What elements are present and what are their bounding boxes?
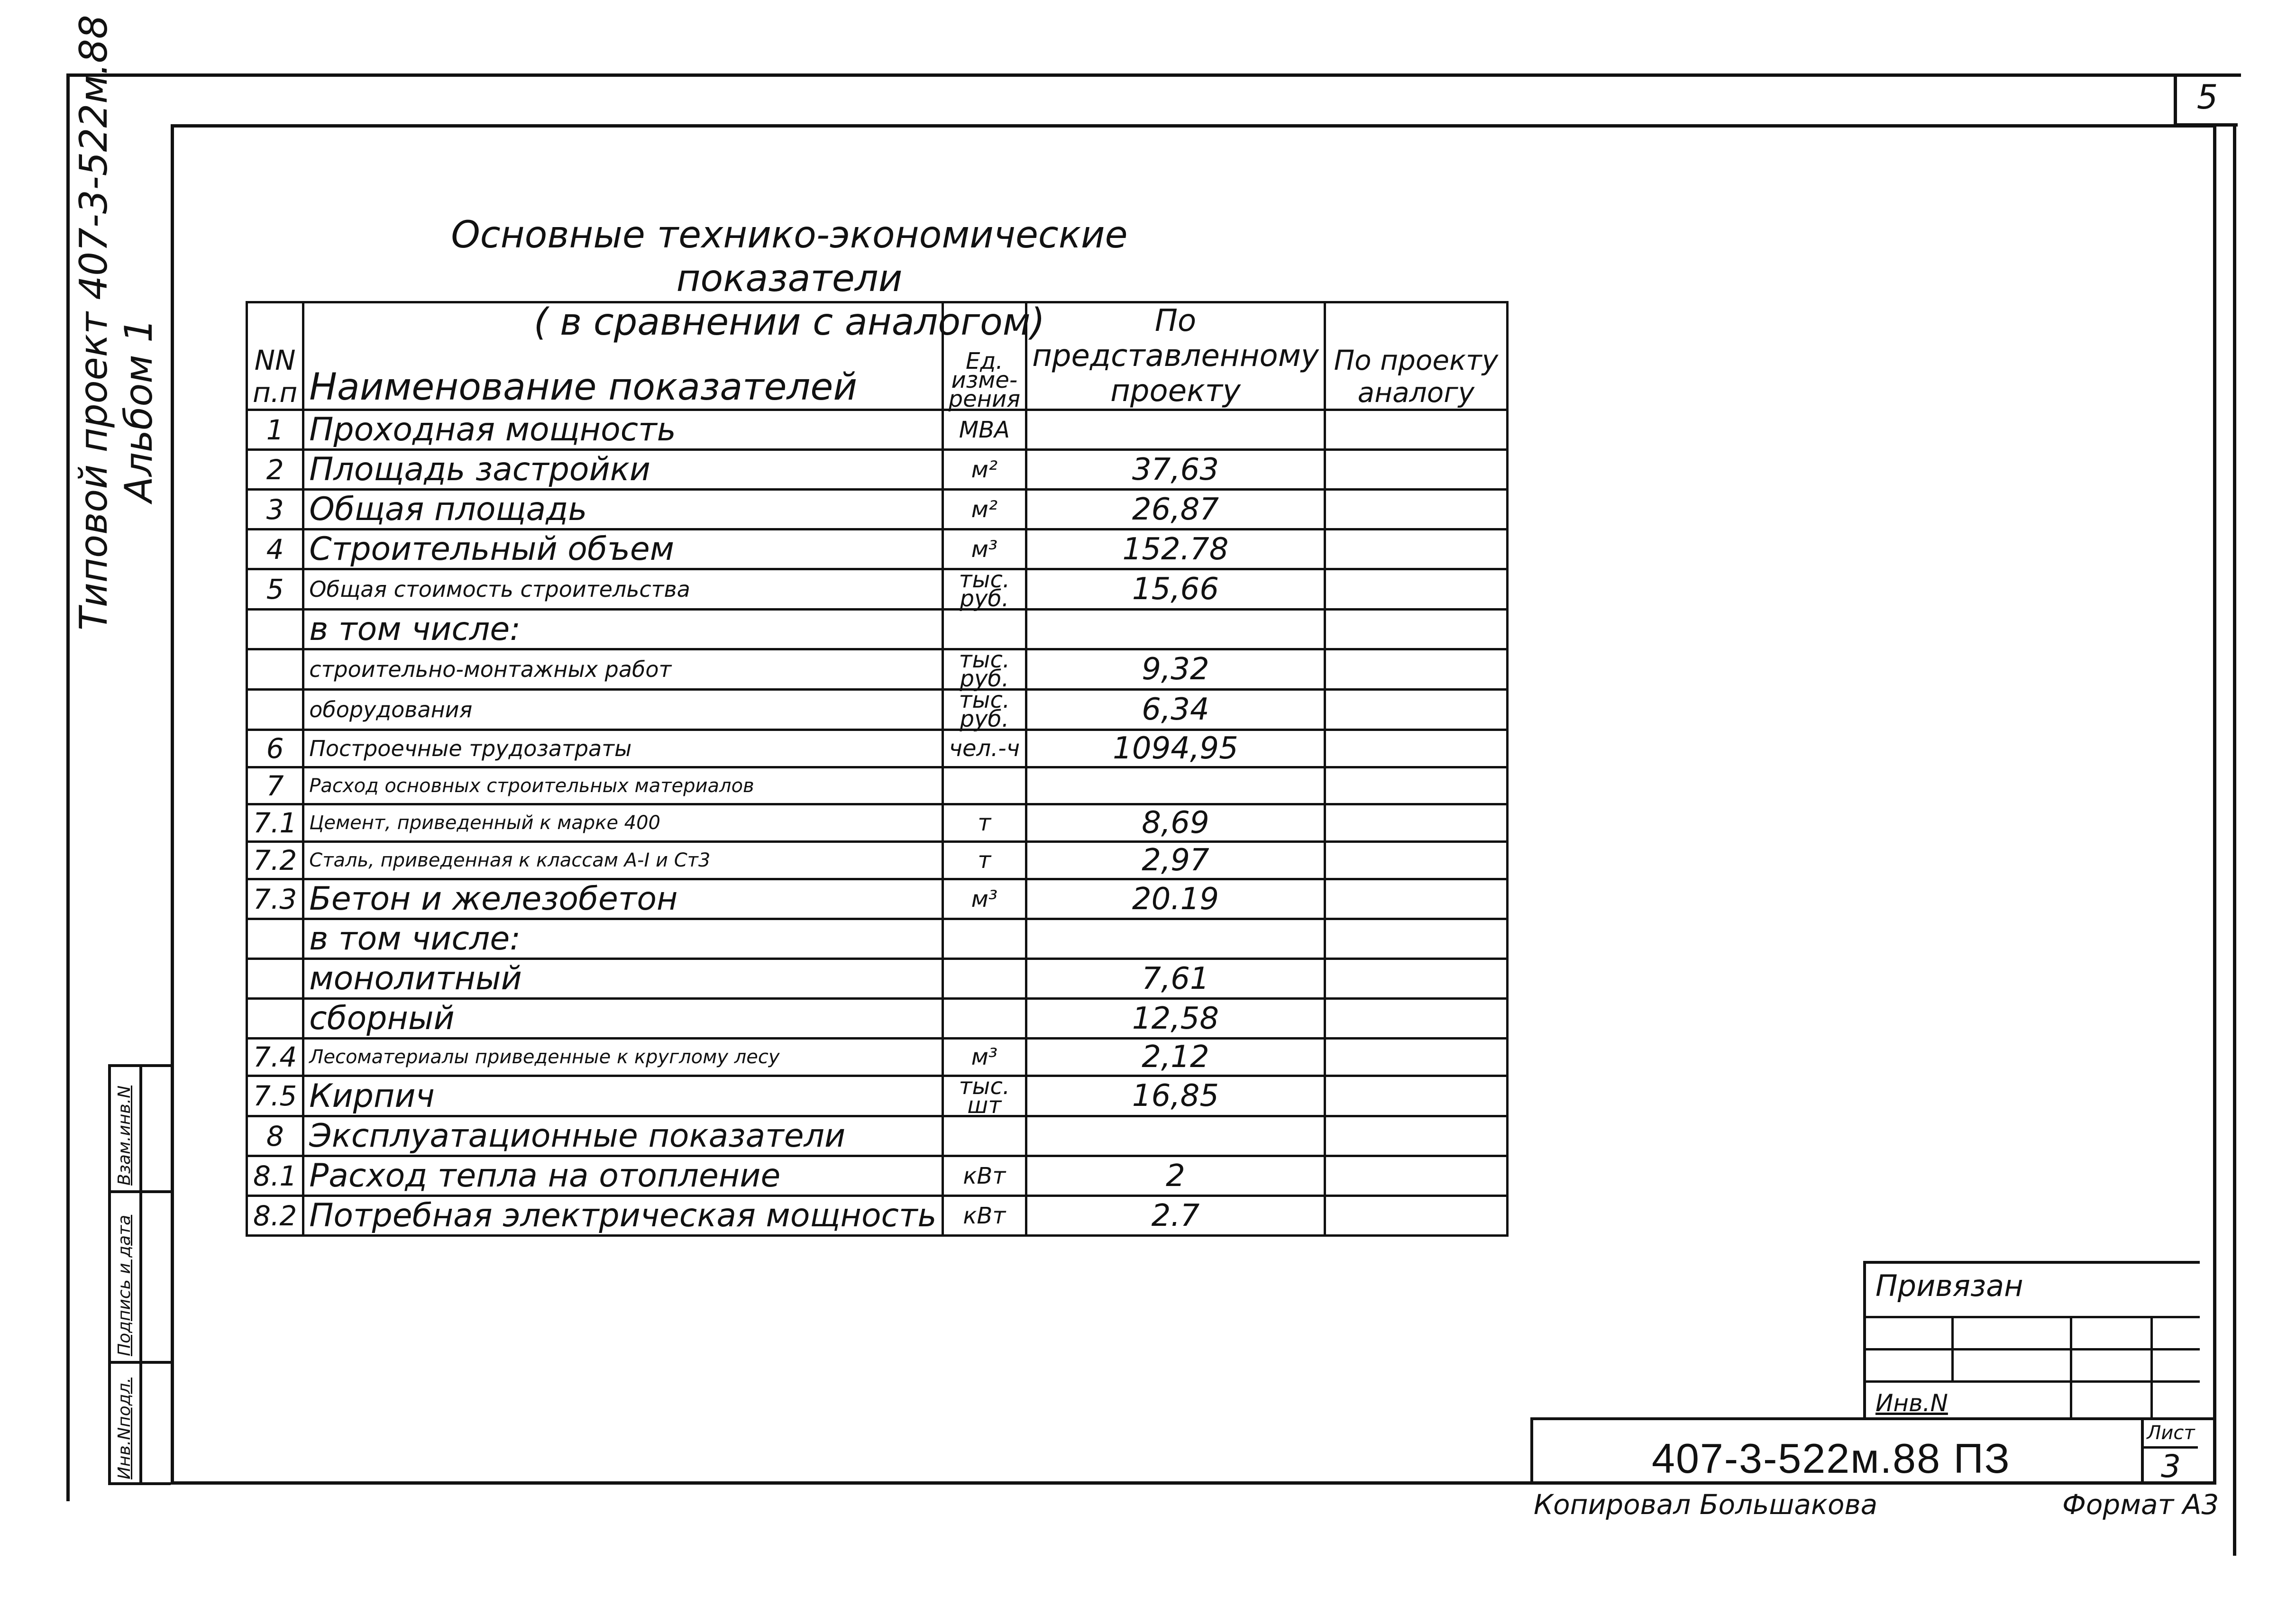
row-unit	[942, 959, 1026, 999]
row-num	[247, 690, 303, 730]
row-project-value: 16,85	[1026, 1076, 1325, 1116]
side-title-line1: Типовой проект 407-3-522м.88	[72, 15, 116, 630]
table-row	[247, 959, 1508, 999]
table-row	[247, 730, 1508, 767]
stamp-divider	[111, 1361, 171, 1364]
table-row	[247, 569, 1508, 610]
header-name-text: Наименование показателей	[309, 366, 858, 409]
table-row	[247, 999, 1508, 1039]
row-unit: тыс. руб.	[942, 649, 1026, 690]
row-name: Проходная мощность	[303, 410, 942, 450]
privyazan-block	[1863, 1261, 2200, 1417]
row-unit: тыс. руб.	[942, 690, 1026, 730]
row-name: Бетон и железобетон	[303, 879, 942, 919]
row-name: Цемент, приведенный к марке 400	[303, 804, 942, 842]
row-analog-value	[1325, 690, 1507, 730]
row-unit: м³	[942, 1039, 1026, 1076]
table-header-row	[247, 302, 1508, 410]
row-name: Построечные трудозатраты	[303, 730, 942, 767]
stamp-divider	[139, 1067, 142, 1482]
row-analog-value	[1325, 410, 1507, 450]
row-num: 8.1	[247, 1156, 303, 1196]
privyazan-line	[1866, 1348, 2200, 1350]
row-name: Общая площадь	[303, 490, 942, 529]
row-project-value: 2,97	[1026, 842, 1325, 879]
row-name: в том числе:	[303, 610, 942, 649]
side-title	[71, 14, 166, 630]
stamp-column	[108, 1064, 171, 1485]
row-project-value	[1026, 919, 1325, 959]
row-analog-value	[1325, 767, 1507, 804]
row-unit	[942, 919, 1026, 959]
table-row	[247, 1116, 1508, 1156]
row-analog-value	[1325, 529, 1507, 569]
header-analog: По проекту аналогу	[1325, 302, 1507, 410]
row-analog-value	[1325, 959, 1507, 999]
table-row	[247, 490, 1508, 529]
table-row	[247, 1039, 1508, 1076]
title-line1: Основные технико-экономические показатели	[451, 214, 1128, 300]
row-analog-value	[1325, 879, 1507, 919]
row-analog-value	[1325, 610, 1507, 649]
table-row	[247, 690, 1508, 730]
row-project-value: 20.19	[1026, 879, 1325, 919]
row-name: строительно-монтажных работ	[303, 649, 942, 690]
row-project-value	[1026, 410, 1325, 450]
privyazan-inv-label: Инв.N	[1875, 1389, 1948, 1417]
page-number: 5	[2174, 73, 2238, 127]
row-project-value: 152.78	[1026, 529, 1325, 569]
copied-by: Копировал Большакова	[1534, 1488, 1878, 1521]
paper-format: Формат А3	[2062, 1488, 2219, 1521]
row-unit: тыс. шт	[942, 1076, 1026, 1116]
row-project-value: 15,66	[1026, 569, 1325, 610]
row-project-value: 2,12	[1026, 1039, 1325, 1076]
row-num	[247, 649, 303, 690]
row-unit: кВт	[942, 1156, 1026, 1196]
row-project-value	[1026, 767, 1325, 804]
privyazan-line	[2150, 1316, 2153, 1420]
row-name: Строительный объем	[303, 529, 942, 569]
row-unit: т	[942, 804, 1026, 842]
row-project-value: 2	[1026, 1156, 1325, 1196]
privyazan-line	[2070, 1316, 2072, 1420]
row-analog-value	[1325, 1156, 1507, 1196]
row-name: Кирпич	[303, 1076, 942, 1116]
privyazan-line	[1951, 1316, 1954, 1382]
designation: 407-3-522м.88 ПЗ	[1652, 1435, 2011, 1482]
row-project-value: 2.7	[1026, 1196, 1325, 1236]
row-unit: м³	[942, 529, 1026, 569]
row-project-value: 12,58	[1026, 999, 1325, 1039]
row-num: 2	[247, 450, 303, 490]
title-block	[1530, 1417, 2216, 1485]
privyazan-label: Привязан	[1875, 1268, 2023, 1303]
row-name: Эксплуатационные показатели	[303, 1116, 942, 1156]
row-unit: т	[942, 842, 1026, 879]
row-project-value: 26,87	[1026, 490, 1325, 529]
row-name: Лесоматериалы приведенные к круглому лесу	[303, 1039, 942, 1076]
row-name: сборный	[303, 999, 942, 1039]
row-analog-value	[1325, 1076, 1507, 1116]
row-analog-value	[1325, 730, 1507, 767]
table-row	[247, 1076, 1508, 1116]
row-project-value	[1026, 610, 1325, 649]
row-unit: тыс. руб.	[942, 569, 1026, 610]
row-analog-value	[1325, 1039, 1507, 1076]
table-row	[247, 1196, 1508, 1236]
table-row	[247, 767, 1508, 804]
sheet-label: Лист	[2144, 1420, 2198, 1449]
row-unit: кВт	[942, 1196, 1026, 1236]
row-num: 7.3	[247, 879, 303, 919]
row-project-value: 9,32	[1026, 649, 1325, 690]
header-num: NN п.п	[247, 302, 303, 410]
table-row	[247, 410, 1508, 450]
row-project-value: 1094,95	[1026, 730, 1325, 767]
row-name: монолитный	[303, 959, 942, 999]
row-analog-value	[1325, 1196, 1507, 1236]
row-unit	[942, 1116, 1026, 1156]
row-num	[247, 959, 303, 999]
row-analog-value	[1325, 999, 1507, 1039]
sheet-box	[2141, 1420, 2198, 1485]
row-name: оборудования	[303, 690, 942, 730]
privyazan-line	[1866, 1380, 2200, 1383]
row-num: 1	[247, 410, 303, 450]
row-unit: м²	[942, 450, 1026, 490]
table-row	[247, 649, 1508, 690]
row-num	[247, 610, 303, 649]
table-body	[247, 410, 1508, 1236]
row-num: 8.2	[247, 1196, 303, 1236]
row-analog-value	[1325, 919, 1507, 959]
row-unit: МВА	[942, 410, 1026, 450]
row-name: Площадь застройки	[303, 450, 942, 490]
row-num: 7.1	[247, 804, 303, 842]
row-num: 7.4	[247, 1039, 303, 1076]
indicators-table	[246, 301, 1509, 1237]
header-project: По представленному проекту	[1026, 302, 1325, 410]
row-project-value	[1026, 1116, 1325, 1156]
privyazan-line	[1866, 1316, 2200, 1318]
table-row	[247, 804, 1508, 842]
row-analog-value	[1325, 569, 1507, 610]
sheet-number: 3	[2161, 1448, 2181, 1485]
row-analog-value	[1325, 490, 1507, 529]
row-num: 8	[247, 1116, 303, 1156]
row-project-value: 7,61	[1026, 959, 1325, 999]
stamp-label-inv: Инв.Nподл.	[115, 1378, 134, 1479]
row-name: Сталь, приведенная к классам A-I и Ст3	[303, 842, 942, 879]
row-name: в том числе:	[303, 919, 942, 959]
row-analog-value	[1325, 842, 1507, 879]
header-unit: Ед. изме-рения	[942, 302, 1026, 410]
stamp-divider	[111, 1190, 171, 1193]
row-num: 7	[247, 767, 303, 804]
row-unit: м³	[942, 879, 1026, 919]
stamp-label-signature: Подпись и дата	[115, 1214, 134, 1356]
row-analog-value	[1325, 804, 1507, 842]
row-num: 3	[247, 490, 303, 529]
row-num: 7.2	[247, 842, 303, 879]
table-row	[247, 1156, 1508, 1196]
title-line2: ( в сравнении с аналогом)	[533, 301, 1045, 344]
row-num: 6	[247, 730, 303, 767]
header-name	[303, 302, 942, 410]
row-unit: м²	[942, 490, 1026, 529]
row-num	[247, 919, 303, 959]
table-row	[247, 529, 1508, 569]
row-project-value: 37,63	[1026, 450, 1325, 490]
row-name: Потребная электрическая мощность	[303, 1196, 942, 1236]
table-row	[247, 919, 1508, 959]
stamp-label-replace: Взам.инв.N	[115, 1085, 134, 1186]
table-row	[247, 450, 1508, 490]
row-name: Расход тепла на отопление	[303, 1156, 942, 1196]
table-row	[247, 610, 1508, 649]
table-row	[247, 879, 1508, 919]
row-name: Расход основных строительных материалов	[303, 767, 942, 804]
row-analog-value	[1325, 1116, 1507, 1156]
row-name: Общая стоимость строительства	[303, 569, 942, 610]
row-num: 5	[247, 569, 303, 610]
row-project-value: 8,69	[1026, 804, 1325, 842]
row-num: 7.5	[247, 1076, 303, 1116]
row-unit	[942, 999, 1026, 1039]
row-analog-value	[1325, 649, 1507, 690]
right-border-line	[2233, 124, 2236, 1556]
row-project-value: 6,34	[1026, 690, 1325, 730]
row-num	[247, 999, 303, 1039]
table-row	[247, 842, 1508, 879]
row-unit: чел.-ч	[942, 730, 1026, 767]
row-num: 4	[247, 529, 303, 569]
row-unit	[942, 767, 1026, 804]
row-unit	[942, 610, 1026, 649]
row-analog-value	[1325, 450, 1507, 490]
side-title-line2: Альбом 1	[117, 319, 161, 502]
